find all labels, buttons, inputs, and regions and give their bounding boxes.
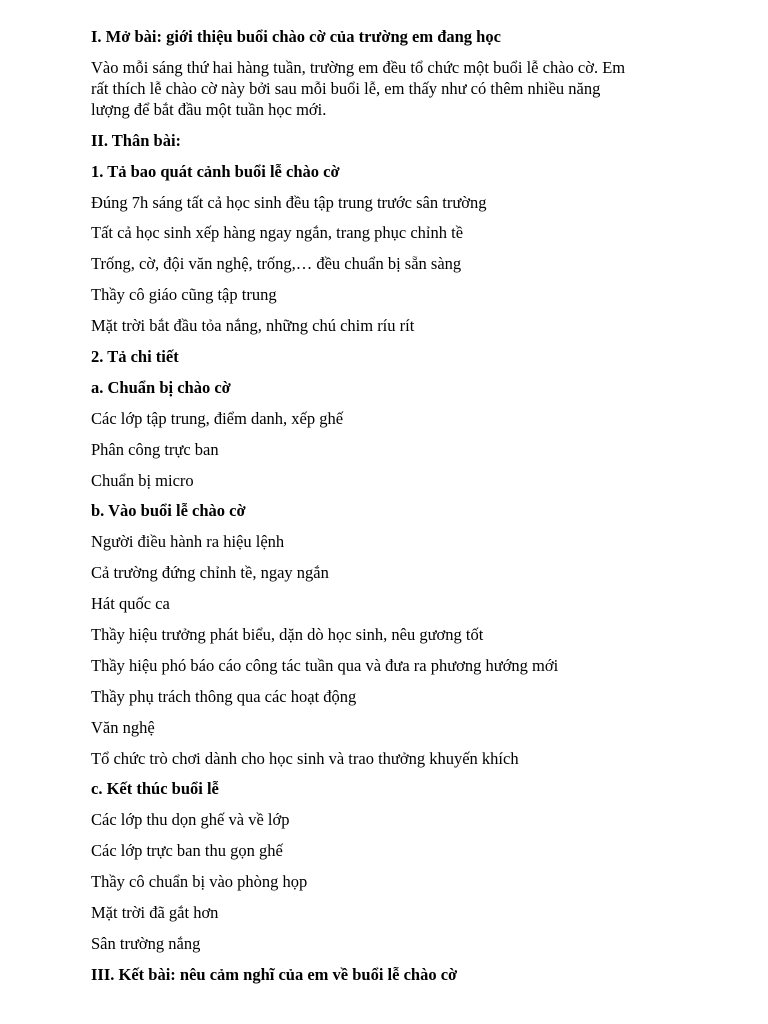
list-item: Mặt trời đã gắt hơn xyxy=(91,903,219,923)
list-item: Các lớp trực ban thu gọn ghế xyxy=(91,841,283,861)
intro-paragraph-line: Vào mỗi sáng thứ hai hàng tuần, trường em đều tổ chức một buổi lễ chào cờ. Em xyxy=(91,57,626,77)
section2-heading: 2. Tả chi tiết xyxy=(91,347,179,367)
list-item: Phân công trực ban xyxy=(91,439,219,459)
list-item: Cả trường đứng chỉnh tề, ngay ngắn xyxy=(91,563,329,583)
subsection-a-heading: a. Chuẩn bị chào cờ xyxy=(91,377,231,397)
list-item: Đúng 7h sáng tất cả học sinh đều tập trung trước sân trường xyxy=(91,192,487,212)
list-item: Các lớp thu dọn ghế và về lớp xyxy=(91,810,290,830)
list-item: Thầy phụ trách thông qua các hoạt động xyxy=(91,686,357,706)
list-item: Mặt trời bắt đầu tỏa nắng, những chú chim ríu rít xyxy=(91,316,415,336)
intro-heading: I. Mở bài: giới thiệu buổi chào cờ của trường em đang học xyxy=(91,27,501,46)
body-heading: II. Thân bài: xyxy=(91,130,182,150)
list-item: Tổ chức trò chơi dành cho học sinh và trao thưởng khuyến khích xyxy=(91,748,519,768)
subsection-c-heading: c. Kết thúc buổi lễ xyxy=(91,779,219,799)
section1-heading: 1. Tả bao quát cảnh buổi lễ chào cờ xyxy=(91,161,340,181)
list-item: Văn nghệ xyxy=(91,717,155,737)
list-item: Thầy hiệu phó báo cáo công tác tuần qua và đưa ra phương hướng mới xyxy=(91,655,559,675)
list-item: Trống, cờ, đội văn nghệ, trống,… đều chuẩn bị sẵn sàng xyxy=(91,254,462,274)
list-item: Thầy cô chuẩn bị vào phòng họp xyxy=(91,872,308,892)
list-item: Sân trường nắng xyxy=(91,933,201,953)
list-item: Hát quốc ca xyxy=(91,594,170,614)
intro-paragraph-line: lượng để bắt đầu một tuần học mới. xyxy=(91,99,327,119)
list-item: Chuẩn bị micro xyxy=(91,470,194,490)
intro-paragraph-line: rất thích lễ chào cờ này bởi sau mỗi buổi lễ, em thấy như có thêm nhiều năng xyxy=(91,78,601,98)
list-item: Các lớp tập trung, điểm danh, xếp ghế xyxy=(91,408,344,428)
document-page xyxy=(91,26,691,995)
list-item: Người điều hành ra hiệu lệnh xyxy=(91,532,285,552)
conclusion-heading: III. Kết bài: nêu cảm nghĩ của em về buổi lễ chào cờ xyxy=(91,964,458,984)
intro-paragraph xyxy=(91,57,691,120)
list-item: Thầy cô giáo cũng tập trung xyxy=(91,285,277,305)
list-item: Thầy hiệu trưởng phát biểu, dặn dò học sinh, nêu gương tốt xyxy=(91,625,484,645)
list-item: Tất cả học sinh xếp hàng ngay ngắn, trang phục chỉnh tề xyxy=(91,223,464,243)
subsection-b-heading: b. Vào buổi lễ chào cờ xyxy=(91,501,246,521)
